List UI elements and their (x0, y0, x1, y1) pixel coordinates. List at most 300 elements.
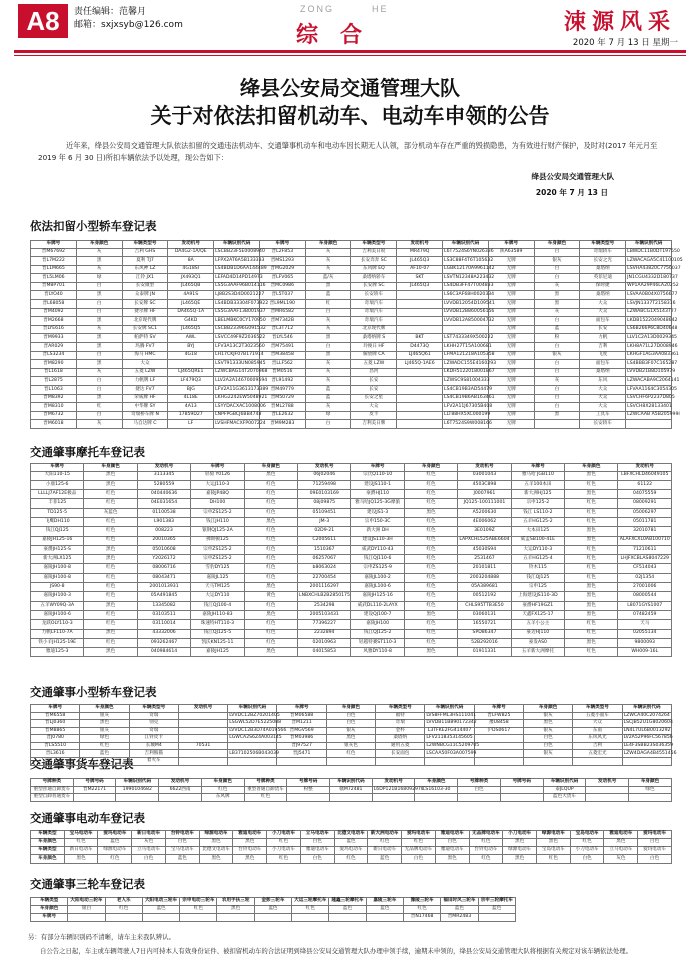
table-cell: 铁小羊JH125-19E (31, 638, 84, 647)
table-cell: 大众 (580, 386, 626, 395)
table-cell: LVVDB21B8D105979 (626, 368, 672, 377)
column-header: 发动机号 (168, 241, 214, 249)
table-row (31, 648, 672, 657)
table-cell: JX493Q1 (168, 274, 214, 283)
table-cell: 嘉陵JH100-3 (31, 592, 84, 601)
table-cell: 黑色 (565, 471, 618, 480)
table-cell: 黑色 (404, 648, 457, 657)
table-cell: 灰 (76, 420, 122, 429)
table-cell: LLT88HX5XC000199 (443, 411, 489, 420)
table-cell: 长安牌 SC (122, 300, 168, 309)
table-cell: JS90-8 (31, 583, 84, 592)
table-cell: 晋MR2483 (441, 913, 478, 921)
table-seized-cars (30, 240, 683, 429)
table-accident-tricycles (30, 897, 516, 922)
table-cell: 晋L5T037 (259, 291, 305, 300)
table-cell: 黑 (76, 317, 122, 326)
table-cell: 5280559 (137, 480, 190, 489)
table-cell: 佛斯顿125 (191, 536, 244, 545)
table-cell: 晋L3616 (31, 750, 80, 758)
table-cell: 蓝 (305, 291, 351, 300)
table-cell: 五菱 LZW (351, 360, 397, 369)
table-cell: 白色 (326, 720, 375, 728)
table-cell: 建设JS1-3 (351, 508, 404, 517)
table-cell: 红色 (84, 517, 137, 526)
table-cell: 嘉陵JH100-8 (31, 564, 84, 573)
table-cell: 晋LFV065 (259, 274, 305, 283)
table-row (31, 620, 672, 629)
table-cell: 吉利美日牌 (351, 420, 397, 429)
table-cell: 豪爵HF19GZ1 (511, 601, 564, 610)
table-cell: 黑 (76, 291, 122, 300)
table-cell: 08000544 (618, 592, 672, 601)
table-cell: 长安 (351, 386, 397, 395)
table-cell: LF (168, 420, 214, 429)
column-header: 车辆识别代码 (543, 779, 586, 787)
table-cell: 8A (168, 257, 214, 266)
issue-date: 2020 年 7 月 13 日 星期一 (572, 38, 678, 48)
column-header: 新大洲电动车 (368, 831, 402, 839)
table-row (31, 282, 672, 291)
table-cell (523, 758, 572, 766)
table-cell: 新日电动车 (368, 846, 402, 854)
table-cell: 威武DY110-43 (351, 545, 404, 554)
table-cell: 福特 (376, 712, 425, 720)
table-cell: 黑 (76, 394, 122, 403)
table-row (31, 394, 672, 403)
column-header: 车辆类型号 (351, 241, 397, 249)
table-cell: LSCJB52U1G8020604 (622, 720, 671, 728)
table-cell (397, 300, 443, 309)
table-cell: 无牌 (488, 334, 534, 343)
table-cell: 新大洲LX125 (31, 555, 84, 564)
table-header-row (31, 779, 672, 787)
section-title-tricycles: 交通肇事三轮车登记表 (30, 877, 145, 891)
table-cell: 晋L3T712 (259, 325, 305, 334)
table-cell: 中华牌 SY (122, 403, 168, 412)
table-cell: 13345082 (137, 601, 190, 610)
table-cell: 05010608 (137, 545, 190, 554)
table-cell: 蓝色 (254, 905, 291, 913)
column-header: 车牌号 (191, 464, 244, 472)
table-cell: 晋M49779 (259, 386, 305, 395)
table-cell: 上海建设JS110-3D (511, 592, 564, 601)
table-cell: 嘉陵JL100-2 (351, 573, 404, 582)
table-cell: 无牌 (488, 360, 534, 369)
table-cell: LLLLJ7AF12E极品 (31, 490, 84, 499)
table-cell (397, 403, 443, 412)
table-cell: 黑色 (565, 583, 618, 592)
table-row (31, 334, 672, 343)
table-cell: 红色 (84, 610, 137, 619)
table-cell: 红色 (565, 499, 618, 508)
table-cell: 晋M6732 (31, 411, 77, 420)
table-cell: 大运DY110-3 (511, 545, 564, 554)
table-cell: 宗申ZS125-9 (351, 564, 404, 573)
table-cell: 灰 (305, 248, 351, 257)
table-row (31, 490, 672, 499)
table-cell: 16550721 (458, 620, 511, 629)
table-cell: 22700454 (298, 573, 351, 582)
table-cell: 白 (534, 248, 580, 257)
table-cell (105, 913, 142, 921)
table-cell: 黑 (534, 291, 580, 300)
table-cell: 黑色 (565, 638, 618, 647)
column-header: 车辆识别代码 (214, 241, 260, 249)
table-cell: 红色 (244, 794, 287, 802)
table-row (31, 758, 672, 766)
newspaper-name: 涑源风采 (563, 9, 676, 35)
column-header: 隆鑫三轮摩托车 (329, 898, 366, 906)
column-header: 大阳电动三轮车 (142, 898, 179, 906)
column-header: 车辆类型号 (376, 705, 425, 713)
table-cell: 五羊HG125-2 (511, 517, 564, 526)
table-cell: 新大洲 DH (351, 527, 404, 536)
table-cell: 白色 (523, 735, 572, 743)
table-cell: 捷达 FV7 (122, 386, 168, 395)
table-cell: 黑 (76, 257, 122, 266)
table-row (31, 786, 672, 794)
table-row (31, 913, 516, 921)
table-cell: 白 (76, 300, 122, 309)
table-cell: BYJ (168, 343, 214, 352)
table-cell: 大运J110-3 (191, 480, 244, 489)
table-cell: 嘉陵JL125 (191, 573, 244, 582)
table-cell: 桑塔纳 (580, 291, 626, 300)
table-cell: 灰 (305, 368, 351, 377)
column-header: 车身颜色 (244, 464, 297, 472)
table-cell: LSGWL52D7E5225088 (228, 720, 277, 728)
table-cell: 白 (76, 351, 122, 360)
table-cell: 红色 (84, 620, 137, 629)
table-cell: 白 (534, 386, 580, 395)
table-cell (178, 727, 227, 735)
table-cell: 蓝色 (80, 750, 129, 758)
table-cell: 红色 (565, 508, 618, 517)
table-cell: 晋L1063 (31, 386, 77, 395)
table-cell: 蓝色 (329, 905, 366, 913)
table-row (31, 403, 672, 412)
section-pinyin-left: ZONG (300, 4, 334, 14)
table-cell: 70531 (178, 742, 227, 750)
table-cell (372, 794, 415, 802)
table-cell: DA4G2-1A/QE (168, 248, 214, 257)
table-cell: 黑 (76, 343, 122, 352)
table-row (31, 573, 672, 582)
table-cell: LE4F3SBB23S036359 (622, 742, 671, 750)
table-cell: 黑色 (233, 855, 267, 863)
table-cell: 银灰 (523, 750, 572, 758)
column-header: 车牌号 (31, 241, 77, 249)
table-cell: JL465QB (168, 282, 214, 291)
column-header: 车身颜色 (80, 705, 129, 713)
table-cell: 黑色 (64, 855, 98, 863)
table-cell: 长城M4 (129, 742, 178, 750)
table-cell: 红色 (565, 480, 618, 489)
table-cell: 长安之光 (580, 257, 626, 266)
table-cell: 晋M06588 (277, 712, 326, 720)
table-cell: 嘉陵JH100-8 (31, 573, 84, 582)
table-cell: 黑色 (244, 517, 297, 526)
editor-info (74, 6, 183, 32)
table-cell (573, 758, 622, 766)
table-cell: 红色 (404, 629, 457, 638)
table-cell: LS5G3AAF13B001937 (214, 308, 260, 317)
table-row (31, 712, 672, 720)
table-cell: JL465Q5 (168, 325, 214, 334)
table-cell: 皮卡 (351, 411, 397, 420)
table-cell (228, 758, 277, 766)
table-cell (397, 394, 443, 403)
table-cell: 东风 (580, 377, 626, 386)
table-cell: LF479Q3 (168, 377, 214, 386)
table-cell: 晋M67692 (31, 248, 77, 257)
table-cell: 黑 (305, 351, 351, 360)
table-cell: 红色 (326, 750, 375, 758)
table-cell: 43332006 (137, 629, 190, 638)
row-header-cell: 车身颜色 (31, 838, 65, 846)
table-cell: 黑色 (84, 601, 137, 610)
section-name: 综合 (296, 23, 385, 48)
table-cell: 晋M7342B (259, 317, 305, 326)
table-cell: LLV1C2A13D0029345 (626, 334, 672, 343)
table-row (31, 499, 672, 508)
table-cell: WH009-16L (618, 648, 672, 657)
table-cell: 晋LJ0360 (31, 720, 80, 728)
table-cell: 红色 (84, 536, 137, 545)
table-cell: 晋M8290 (31, 360, 77, 369)
table-row (31, 601, 672, 610)
table-cell: CHLS95TTB3E50 (458, 601, 511, 610)
table-row (31, 564, 672, 573)
table-cell: 红色 (84, 573, 137, 582)
table-cell: 大众 (573, 720, 622, 728)
table-cell (474, 750, 523, 758)
table-cell: 绿 (305, 411, 351, 420)
table-cell: 灰 (76, 265, 122, 274)
table-cell (178, 750, 227, 758)
table-cell: 红色 (334, 855, 368, 863)
table-cell (178, 720, 227, 728)
table-cell: 晋ML2788 (259, 403, 305, 412)
table-cell: LFV3A13C2T3023560 (214, 343, 260, 352)
table-cell: 09E0103169 (298, 490, 351, 499)
column-header: 车辆识别代码 (116, 779, 159, 787)
table-cell: SPD86347 (458, 629, 511, 638)
column-header: 车辆类型号 (122, 241, 168, 249)
table-cell: 红色 (84, 527, 137, 536)
table-cell: 晋L2875 (31, 377, 77, 386)
table-cell: 长安轿车 (580, 420, 626, 429)
table-cell: 红色 (244, 620, 297, 629)
table-cell (425, 758, 474, 766)
table-cell: BJG (168, 386, 214, 395)
table-row (31, 610, 672, 619)
table-cell: LSCBB23396G091532 (214, 325, 260, 334)
table-cell: 白 (534, 360, 580, 369)
column-header: 号牌号码 (287, 779, 330, 787)
table-cell: 晋L91492 (259, 377, 305, 386)
table-cell (397, 317, 443, 326)
table-cell: 轻骑 Y0126 (191, 471, 244, 480)
column-header: 绿源电动车 (537, 831, 571, 839)
table-cell: CF514043 (618, 564, 672, 573)
table-cell: 红色 (404, 545, 457, 554)
table-cell: LH17CKJF07B171914 (214, 351, 260, 360)
table-cell: LJ465Q-1AE6 (397, 360, 443, 369)
table-cell: 保时捷 (580, 282, 626, 291)
table-row (31, 592, 672, 601)
table-cell: 71259498 (298, 480, 351, 489)
table-cell: 红色 (201, 786, 244, 794)
table-cell: 093262467 (137, 638, 190, 647)
table-cell: 晋L7M222 (31, 257, 77, 266)
table-cell: TD125-5 (31, 508, 84, 517)
table-cell (178, 735, 227, 743)
table-cell: Y2026172 (137, 555, 190, 564)
table-cell: 宝岛电动车 (537, 846, 571, 854)
table-cell: 红色 (180, 905, 217, 913)
table-cell: 灰 (305, 360, 351, 369)
table-cell (178, 758, 227, 766)
table-cell: L901383 (137, 517, 190, 526)
table-cell: 红色 (244, 499, 297, 508)
table-cell: 06J02046 (298, 471, 351, 480)
table-cell: 黑色 (244, 610, 297, 619)
table-cell (397, 377, 443, 386)
table-cell: 黑色 (565, 536, 618, 545)
table-cell: 五羊WY09Q-3A (31, 601, 84, 610)
table-cell: JN1CGU4332D180737 (626, 274, 672, 283)
table-cell: LSVCC49F9Z2036522 (214, 334, 260, 343)
table-cell: LFPX2AT6A5B133333 (214, 257, 260, 266)
table-cell: 白色 (435, 838, 469, 846)
table-cell: 灰 (305, 317, 351, 326)
table-cell: LSVTN12348A223432 (443, 274, 489, 283)
table-cell (178, 712, 227, 720)
section-title-seized-cars: 依法扣留小型轿车登记表 (30, 219, 157, 233)
table-cell: 黑色 (84, 545, 137, 554)
table-row (31, 248, 672, 257)
table-cell (142, 913, 179, 921)
table-cell: LVSHFMACXFP007224 (214, 420, 260, 429)
table-accident-motorcycles (30, 463, 672, 657)
footnote-unclear-vin: 另：有部分车辆识别码不清晰，请车主来我队辨认。 (28, 933, 175, 941)
table-cell: 晋L1618 (31, 368, 77, 377)
table-cell: 无牌 (488, 317, 534, 326)
table-cell: LSVHA43820C7756037 (626, 265, 672, 274)
table-cell: LSYYDACXAC1008006 (214, 403, 260, 412)
table-cell: 黑色 (604, 838, 638, 846)
table-cell: 嘉陵JH125 (191, 648, 244, 657)
table-cell: 6622西南 (159, 786, 202, 794)
table-cell: LVVDB12A850004732 (443, 317, 489, 326)
table-cell: 红色 (84, 499, 137, 508)
column-header: 爱玛电动车 (638, 831, 672, 839)
table-cell: 大众 (580, 394, 626, 403)
table-cell: 东风牌 (201, 794, 244, 802)
table-cell: 玛腾 FV7 (122, 343, 168, 352)
table-cell: 雅迪电动车 (300, 846, 334, 854)
table-row (31, 794, 672, 802)
table-cell: LS6C3AF68H0020334 (443, 291, 489, 300)
table-cell: 红色 (404, 555, 457, 564)
column-header: 嘉陵三轮车 (366, 898, 403, 906)
table-row (31, 377, 672, 386)
table-cell: 黑色 (565, 527, 618, 536)
table-cell: 嘉陵JH125-16 (351, 592, 404, 601)
column-header: 发动机号 (458, 464, 511, 472)
table-cell: 黑色 (244, 583, 297, 592)
table-cell: 07482459 (618, 610, 672, 619)
table-cell: 铃木115 (511, 564, 564, 573)
table-cell (586, 794, 629, 802)
table-cell: 钱江QJ125-5 (191, 629, 244, 638)
column-header: 号牌种类 (244, 779, 287, 787)
table-cell: JL465QE (168, 300, 214, 309)
table-cell (180, 913, 217, 921)
table-cell: 2534298 (298, 601, 351, 610)
table-cell: 红色 (404, 471, 457, 480)
table-cell: 绿源电动车 (98, 846, 132, 854)
signature-organization: 绛县公安局交通管理大队 (531, 172, 614, 181)
table-cell: 红色 (404, 564, 457, 573)
table-cell: LJ8B2S3D4D0021227 (214, 291, 260, 300)
column-header: 车辆类型号 (129, 705, 178, 713)
table-cell: 灰 (305, 325, 351, 334)
table-cell: 面包车 (580, 317, 626, 326)
section-title-e-bikes: 交通肇事电动车登记表 (30, 811, 145, 825)
table-cell: 粉 (534, 334, 580, 343)
table-cell: 长安之星 (351, 394, 397, 403)
table-cell: LBFXCHLD46049105 (618, 471, 672, 480)
table-cell: 江铃 JX1 (122, 274, 168, 283)
table-cell: LFV2118353145605 (425, 735, 474, 743)
table-cell (376, 758, 425, 766)
table-cell: 长安 (580, 325, 626, 334)
table-cell: 蓝色 (334, 838, 368, 846)
column-header: 发动机号 (178, 705, 227, 713)
table-cell: LFV2A11J67305B408 (443, 403, 489, 412)
table-cell: LZWCBAG14T2070968 (214, 368, 260, 377)
table-cell: 长安牌 SC (351, 282, 397, 291)
table-cell: 无牌 (488, 257, 534, 266)
table-cell: 五羊新大洲摩托 (511, 648, 564, 657)
table-cell: 小刀电动车 (267, 846, 301, 854)
table-cell (443, 325, 489, 334)
table-cell (228, 742, 277, 750)
table-cell (458, 794, 501, 802)
table-cell: 3113345 (137, 471, 190, 480)
table-cell: 五菱宏光 (573, 750, 622, 758)
table-cell: 长安奔奔 SC (351, 257, 397, 266)
table-cell: 晋M4092 (31, 308, 77, 317)
table-cell: 北京现代牌 (351, 325, 397, 334)
table-cell: 爱玛电动车 (334, 846, 368, 854)
table-cell: 黑色 (244, 648, 297, 657)
table-cell: 银灰色 (326, 742, 375, 750)
table-cell: 52B292016 (458, 638, 511, 647)
column-header: 车牌号 (277, 705, 326, 713)
masthead (0, 0, 700, 62)
table-cell: LSCBB23F5E0008940 (214, 248, 260, 257)
table-cell: 绿 (76, 274, 122, 283)
table-cell: LST7433349X500222 (443, 334, 489, 343)
table-cell (73, 794, 116, 802)
table-cell: 嘉陵JH110-83 (191, 610, 244, 619)
table-cell: 凯沃KN125-11 (191, 638, 244, 647)
table-cell: 灰 (534, 308, 580, 317)
